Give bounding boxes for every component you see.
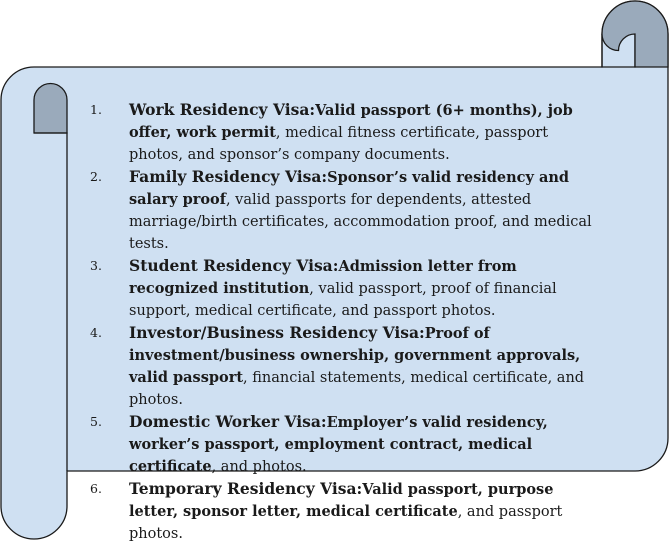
visa-item-number: 6. [90,481,102,496]
visa-item-other-requirements: , valid passports for dependents, attested marriage/birth certificates, accommodation proof, and medical tests. [129,192,592,252]
visa-item-title: Family Residency Visa: [129,167,328,186]
visa-item-other-requirements: , financial statements, medical certificate, and photos. [129,370,585,408]
visa-item-student [86,255,606,322]
visa-item-text [129,99,606,166]
visa-item-number: 2. [90,169,102,184]
visa-item-title: Work Residency Visa: [129,100,316,119]
visa-item-text [129,411,606,478]
visa-item-key-requirements: Valid passport (6+ months), job offer, work permit [129,102,573,141]
visa-item-text [129,478,606,545]
visa-item-other-requirements: , and passport photos. [129,504,563,542]
visa-list [86,99,606,545]
visa-item-key-requirements: Sponsor’s valid residency and salary proof [129,169,570,208]
visa-item-other-requirements: , medical fitness certificate, passport photos, and sponsor’s company documents. [129,125,549,163]
visa-item-title: Domestic Worker Visa: [129,412,327,431]
visa-item-other-requirements: , and photos. [211,459,307,475]
visa-item-title: Student Residency Visa: [129,256,339,275]
visa-item-key-requirements: Employer’s valid residency, worker’s passport, employment contract, medical certificate [129,414,548,475]
visa-requirements-content [86,99,606,545]
scroll-left-curl [34,84,67,134]
visa-item-title: Temporary Residency Visa: [129,479,363,498]
visa-item-investor [86,322,606,411]
visa-item-text [129,166,606,255]
visa-item-number: 3. [90,258,102,273]
visa-item-temporary [86,478,606,545]
visa-item-number: 4. [90,325,102,340]
visa-item-key-requirements: Admission letter from recognized institution [129,258,517,297]
visa-item-domestic-worker [86,411,606,478]
visa-item-text [129,322,606,411]
visa-item-number: 5. [90,414,102,429]
visa-item-key-requirements: Valid passport, purpose letter, sponsor letter, medical certificate [129,481,554,520]
visa-item-text [129,255,606,322]
visa-item-family [86,166,606,255]
visa-item-key-requirements: Proof of investment/business ownership, government approvals, valid passport [129,325,581,386]
visa-item-title: Investor/Business Residency Visa: [129,323,425,342]
visa-item-work [86,99,606,166]
visa-item-other-requirements: , valid passport, proof of financial support, medical certificate, and passport photos. [129,281,557,319]
visa-item-number: 1. [90,102,102,117]
